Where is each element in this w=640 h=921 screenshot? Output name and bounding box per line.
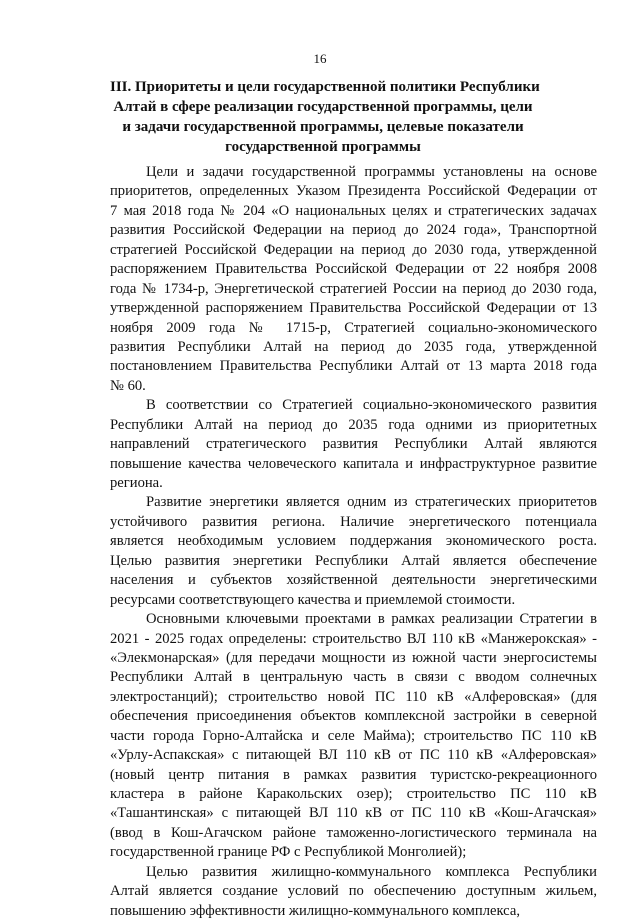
section-heading (110, 77, 540, 157)
paragraph-line: ноября 2009 года № 1715-р, Стратегией социально-экономического (110, 319, 597, 336)
paragraph-line: повышению эффективности жилищно-коммунального комплекса, (110, 902, 520, 919)
paragraph-line: 2021 - 2025 годах определены: строительство ВЛ 110 кВ «Манжерокская» - (110, 630, 597, 647)
paragraph (110, 163, 597, 396)
paragraph-line: Основными ключевыми проектами в рамках реализации Стратегии в (146, 611, 597, 628)
paragraph-line: Целью развития энергетики Республики Алтай является обеспечение (110, 552, 597, 569)
paragraph-line: ресурсами соответствующего качества и приемлемой стоимости. (110, 591, 516, 608)
paragraph-line: развития Республики Алтай на период до 2035 года, утвержденной (110, 338, 597, 355)
paragraph-line: В соответствии со Стратегией социально-экономического развития (146, 397, 597, 414)
paragraph-line: утвержденной распоряжением Правительства Российской Федерации от 13 (110, 300, 597, 317)
paragraph-line: Развитие энергетики является одним из стратегических приоритетов (146, 494, 597, 511)
paragraph-line: Республики Алтай в центральную часть в связи с вводом солнечных (110, 669, 597, 686)
paragraph-line: распоряжением Правительства Российской Федерации от 22 ноября 2008 (110, 261, 597, 278)
paragraph-line: № 60. (110, 377, 146, 394)
paragraph (110, 396, 597, 493)
page-number: 16 (313, 51, 327, 66)
paragraph-line: «Ташантинская» с питающей ВЛ 110 кВ от ПС 110 кВ «Кош-Агачская» (110, 805, 597, 822)
paragraph-line: стратегией Российской Федерации на период до 2030 года, утвержденной (110, 241, 597, 258)
paragraph (110, 863, 597, 921)
paragraph-line: государственной границе РФ с Республикой Монголией); (110, 844, 467, 861)
paragraph-line: (новый центр питания в рамках развития туристско-рекреационного (110, 766, 597, 783)
paragraph-line: (ввод в Кош-Агачском районе таможенно-логистического терминала на (110, 824, 597, 841)
paragraph-line: приоритетов, определенных Указом Президента Российской Федерации от (110, 183, 597, 200)
heading-line: государственной программы (225, 139, 421, 155)
paragraph-line: «Урлу-Аспакская» с питающей ВЛ 110 кВ от ПС 110 кВ «Алферовская» (110, 747, 597, 764)
paragraph-line: электростанций); строительство новой ПС 110 кВ «Алферовская» (для (110, 688, 597, 705)
paragraph (110, 493, 597, 610)
paragraph-line: повышение качества человеческого капитала и инфраструктурное развитие (110, 455, 597, 472)
paragraph-line: постановлением Правительства Республики Алтай от 13 марта 2018 года (110, 358, 597, 375)
paragraph-line: является необходимым условием поддержания экономического роста. (110, 533, 597, 550)
paragraph-line: года № 1734-р, Энергетической стратегией России на период до 2030 года, (110, 280, 597, 297)
paragraph-line: кластера в районе Каракольских озер); строительство ПС 110 кВ (110, 786, 597, 802)
paragraph-line: направлений стратегического развития Республики Алтай являются (110, 436, 597, 453)
heading-line: III. Приоритеты и цели государственной политики Республики (110, 79, 540, 95)
paragraph-line: «Элекмонарская» (для передачи мощности из южной части энергосистемы (110, 649, 597, 666)
paragraph-line: Цели и задачи государственной программы установлены на основе (146, 164, 597, 180)
paragraph-line: обеспечения присоединения объектов комплексной застройки в северной (110, 708, 597, 725)
paragraph-line: 7 мая 2018 года № 204 «О национальных целях и стратегических задачах (110, 202, 597, 219)
paragraph-line: устойчивого развития региона. Наличие энергетического потенциала (110, 513, 597, 530)
heading-line: Алтай в сфере реализации государственной программы, цели (113, 99, 533, 115)
paragraph-line: развития Российской Федерации на период до 2024 года», Транспортной (110, 222, 597, 239)
paragraph (110, 610, 597, 863)
body-text (110, 163, 597, 921)
paragraph-line: региона. (110, 475, 163, 491)
paragraph-line: населения и субъектов хозяйственной деятельности энергетическими (110, 572, 597, 589)
paragraph-line: Алтай является создание условий по обеспечению доступным жильем, (110, 883, 597, 900)
heading-line: и задачи государственной программы, целевые показатели (122, 119, 524, 135)
paragraph-line: части города Горно-Алтайска и селе Майма); строительство ПС 110 кВ (110, 727, 597, 744)
paragraph-line: Целью развития жилищно-коммунального комплекса Республики (146, 863, 597, 880)
paragraph-line: Республики Алтай на период до 2035 года одними из приоритетных (110, 416, 597, 433)
